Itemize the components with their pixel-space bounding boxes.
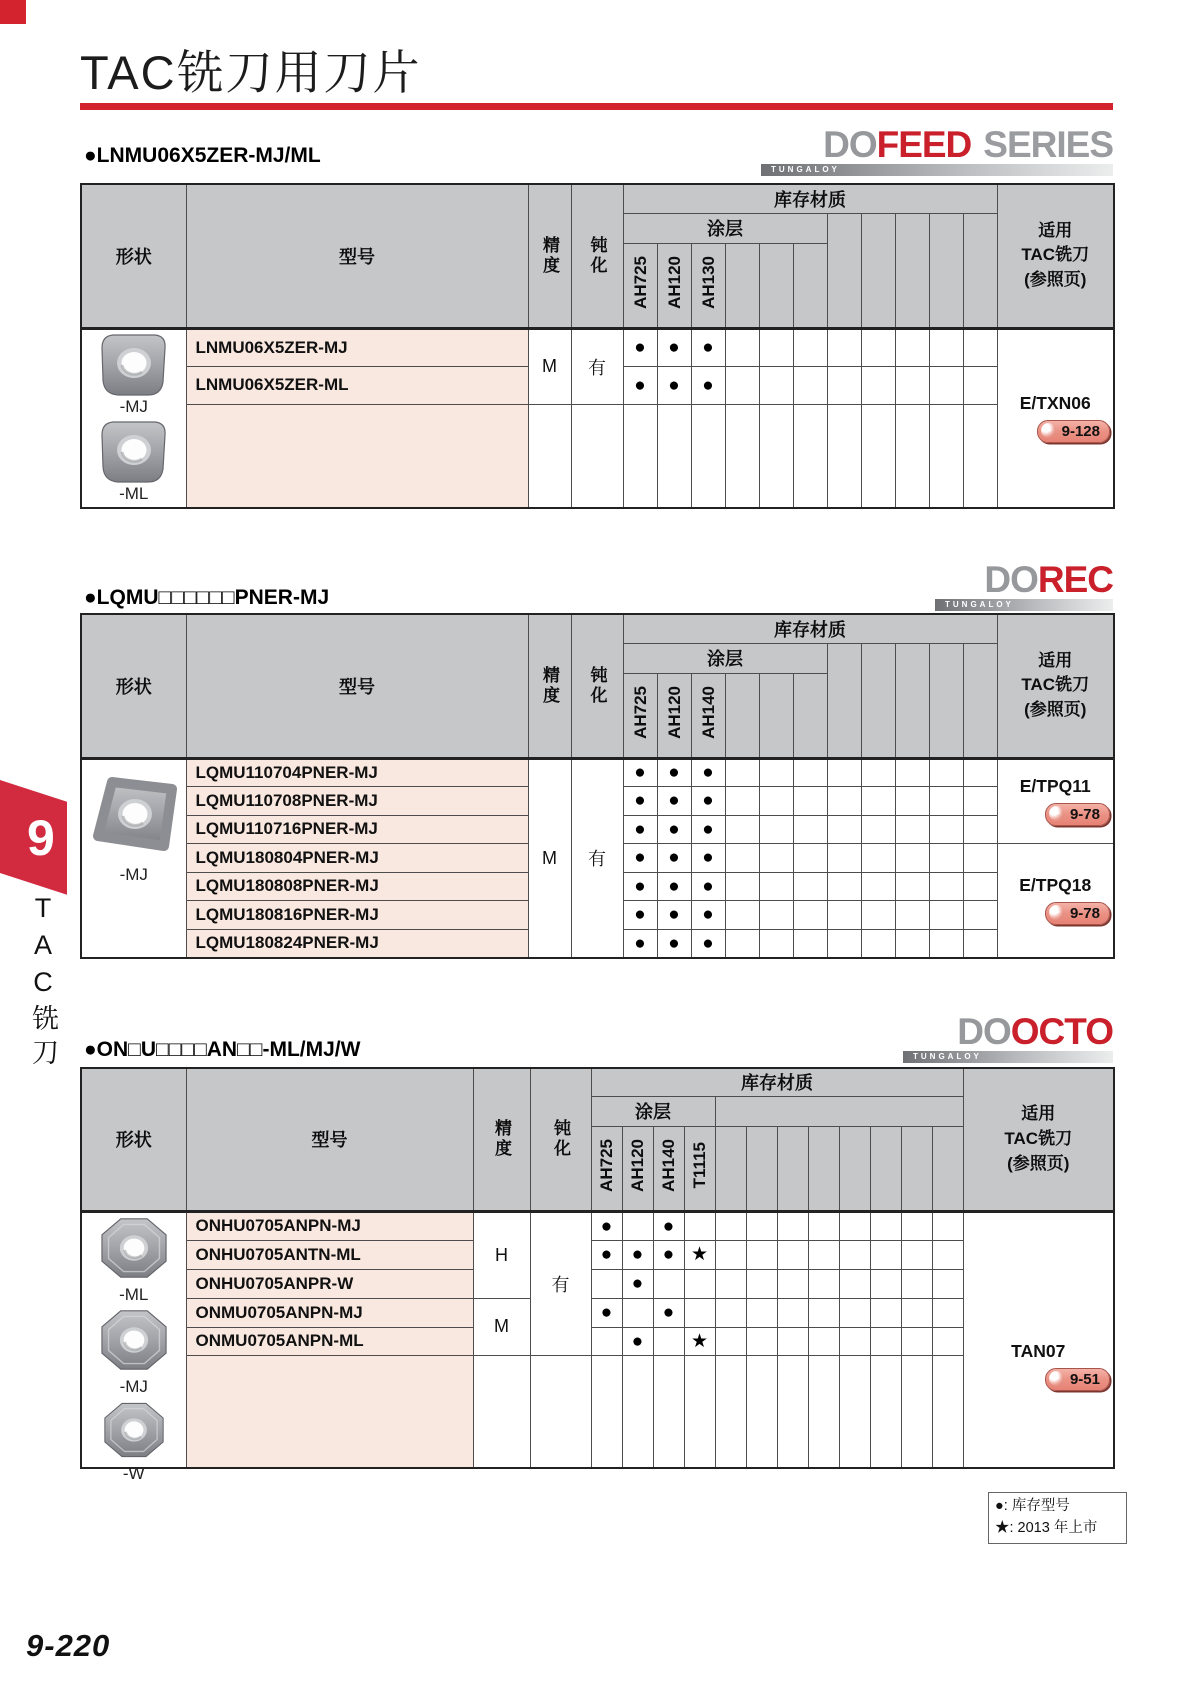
table-row: ONHU0705ANTN-ML ● ● ● ★ xyxy=(81,1240,1114,1269)
model-cell: LNMU06X5ZER-MJ xyxy=(186,328,528,366)
precision-cell: H xyxy=(473,1211,530,1298)
spec-table-on: 形状 型号 精度 钝化 库存材质 适用 TAC铣刀 (参照页) 涂层 AH725 AH120 AH140 T1115 -ML -MJ -W ONHU0705ANPN-MJ H 有 ● ● TAN07 9-51 ONHU0705ANTN-ML ● ● ● ★ ONHU0705ANPR-W ● ONMU0705ANPN-MJ M ● ● ONMU0705ANPN-ML ● ★ xyxy=(80,1067,1115,1469)
spec-table-lnmu xyxy=(80,183,1115,509)
arrow-icon xyxy=(1049,905,1064,920)
table-row: LQMU180808PNER-MJ ● ● ● xyxy=(81,872,1114,901)
stock-mark: ● xyxy=(691,328,725,366)
chapter-tab[interactable] xyxy=(0,780,67,895)
honing-cell: 有 xyxy=(571,328,623,404)
stock-mark: ● xyxy=(691,366,725,404)
group-header-coating: 涂层 xyxy=(623,213,827,243)
section-title-on: ●ON□U□□□□AN□□-ML/MJ/W xyxy=(84,1038,361,1061)
page-link-badge[interactable]: 9-78 xyxy=(1045,902,1110,925)
insert-photo-octagon xyxy=(96,1215,172,1281)
insert-photo-octagon xyxy=(99,1400,169,1460)
honing-cell: 有 xyxy=(571,758,623,958)
shape-label: -ML xyxy=(119,484,149,504)
table-row: ONMU0705ANPN-MJ M ● ● xyxy=(81,1298,1114,1327)
page-number: 9-220 xyxy=(26,1628,111,1663)
page-title: TAC铣刀用刀片 xyxy=(80,46,422,99)
page-link-badge[interactable]: 9-51 xyxy=(1045,1368,1110,1391)
grade-header: AH725 xyxy=(591,1126,622,1211)
arrow-icon xyxy=(1049,1371,1064,1386)
brand-text: TUNGALOY xyxy=(771,165,840,174)
arrow-icon xyxy=(1041,423,1056,438)
section-title-lnmu: ●LNMU06X5ZER-MJ/ML xyxy=(84,144,321,167)
table-row: LQMU180816PNER-MJ ● ● ● xyxy=(81,901,1114,930)
shape-label: -ML xyxy=(119,1284,149,1304)
table-row: LQMU180804PNER-MJ ● ● ● E/TPQ18 9-78 xyxy=(81,844,1114,873)
marks-legend xyxy=(988,1492,1127,1544)
shape-label: -MJ xyxy=(119,864,148,884)
model-cell: LNMU06X5ZER-ML xyxy=(186,366,528,404)
title-rule xyxy=(80,103,1113,110)
honing-cell: 有 xyxy=(530,1211,591,1355)
tungaloy-bar: TUNGALOY xyxy=(903,1051,1113,1063)
table-row: LQMU110708PNER-MJ ● ● ● xyxy=(81,787,1114,816)
precision-cell: M xyxy=(473,1298,530,1355)
apply-cell: E/TPQ11 9-78 xyxy=(997,758,1114,844)
table-row: -MJ LQMU110704PNER-MJ M 有 ● ● ● E/TPQ11 9-78 xyxy=(81,758,1114,787)
logo-do: DO xyxy=(823,124,877,165)
stock-mark: ● xyxy=(657,328,691,366)
dorec-logo: DOREC TUNGALOY xyxy=(935,561,1113,611)
sidebar-vertical-label: TAC铣刀 xyxy=(28,893,58,1072)
tungaloy-bar: TUNGALOY xyxy=(935,599,1113,611)
corner-mark xyxy=(0,0,26,24)
grade-header: AH120 xyxy=(622,1126,653,1211)
tungaloy-bar xyxy=(761,164,1113,176)
grade-header: AH725 xyxy=(623,673,657,758)
insert-photo-parallelogram xyxy=(88,772,180,856)
legend-launch: ★: 2013 年上市 xyxy=(995,1519,1098,1536)
cutter-ref: E/TXN06 xyxy=(1019,393,1091,414)
grade-header: AH130 xyxy=(691,243,725,328)
insert-photo-octagon xyxy=(96,1307,172,1373)
shape-label: -MJ xyxy=(119,1377,148,1397)
insert-photo-square xyxy=(98,332,170,398)
grade-header: AH140 xyxy=(653,1126,684,1211)
grade-header: AH120 xyxy=(657,673,691,758)
table-row: LQMU180824PNER-MJ ● ● ● xyxy=(81,929,1114,958)
shape-label: -W xyxy=(122,1463,145,1483)
apply-cell: TAN07 9-51 xyxy=(963,1211,1114,1468)
grade-header: T1115 xyxy=(684,1126,715,1211)
table-row xyxy=(81,328,1114,366)
col-header-precision: 精度 xyxy=(528,184,571,328)
logo-feed: FEED xyxy=(876,124,972,165)
spec-table-lqmu: 形状 型号 精度 钝化 库存材质 适用 TAC铣刀 (参照页) 涂层 AH725 AH120 AH140 -MJ LQMU110704PNER-MJ M 有 ● ● ● E/TPQ11 9-78 LQMU110708PNER-MJ ● ● ● LQMU110716PNER-MJ ● ● ● LQMU180804PNER-MJ ● ● ● E/TPQ18 9-78 LQMU180808PNER-MJ ● ● ● LQMU180816PNER-MJ ● ● ● LQMU180824PNER-MJ ● ● ● xyxy=(80,613,1115,959)
table-row: ONHU0705ANPR-W ● xyxy=(81,1269,1114,1298)
table-row: ONMU0705ANPN-ML ● ★ xyxy=(81,1327,1114,1355)
dofeed-series-logo xyxy=(761,126,1113,176)
precision-cell: M xyxy=(528,758,571,958)
col-header-honing: 钝化 xyxy=(571,184,623,328)
col-header-model: 型号 xyxy=(186,184,528,328)
stock-mark: ● xyxy=(623,366,657,404)
shape-photos xyxy=(81,758,186,958)
logo-series: SERIES xyxy=(983,124,1113,165)
group-header-stock-material: 库存材质 xyxy=(623,184,997,213)
page-link-badge[interactable]: 9-78 xyxy=(1045,803,1110,826)
table-row: LQMU110716PNER-MJ ● ● ● xyxy=(81,815,1114,844)
stock-mark: ● xyxy=(623,328,657,366)
legend-stock: ●: 库存型号 xyxy=(995,1498,1070,1514)
precision-cell: M xyxy=(528,328,571,404)
grade-header: AH120 xyxy=(657,243,691,328)
section-title-lqmu: ●LQMU□□□□□□PNER-MJ xyxy=(84,586,330,609)
arrow-icon xyxy=(1049,806,1064,821)
col-header-apply: 适用 TAC铣刀 (参照页) xyxy=(997,184,1114,328)
col-header-shape: 形状 xyxy=(81,184,186,328)
shape-label: -MJ xyxy=(119,396,148,416)
grade-header: AH140 xyxy=(691,673,725,758)
shape-photos xyxy=(81,328,186,508)
table-row: -ML -MJ -W ONHU0705ANPN-MJ H 有 ● ● TAN07 9-51 xyxy=(81,1211,1114,1240)
grade-header: AH725 xyxy=(623,243,657,328)
stock-mark: ● xyxy=(657,366,691,404)
insert-photo-square xyxy=(98,419,170,485)
apply-cell xyxy=(997,328,1114,508)
doocto-logo: DOOCTO TUNGALOY xyxy=(903,1013,1113,1063)
apply-cell: E/TPQ18 9-78 xyxy=(997,844,1114,958)
shape-photos xyxy=(81,1211,186,1483)
chapter-number: 9 xyxy=(26,809,55,866)
page-link-badge[interactable]: 9-128 xyxy=(1037,420,1110,443)
